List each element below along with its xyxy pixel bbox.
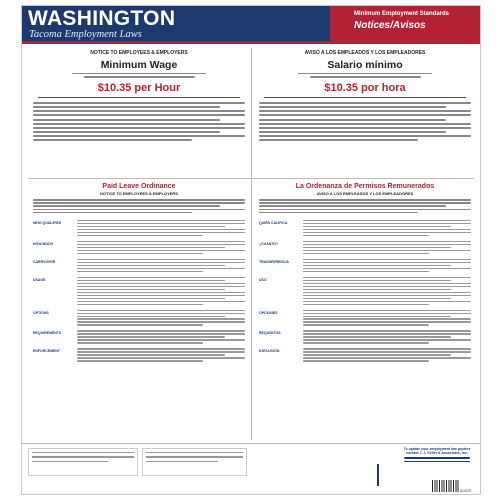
section-label-es: REQUISITOS [259, 331, 281, 336]
paid-leave-english [28, 181, 250, 443]
section-requisitos [254, 330, 476, 345]
header-stripe [22, 41, 480, 44]
wage-body-text [28, 102, 250, 142]
section-separator [28, 178, 474, 179]
wage-title-es: Salario mínimo [327, 59, 403, 71]
section-options [28, 310, 250, 328]
section-uso [254, 277, 476, 307]
wage-notice-heading: NOTICE TO EMPLOYEES & EMPLOYERS [90, 50, 188, 56]
wage-rule [38, 97, 240, 98]
paid-leave-intro-es [254, 196, 476, 217]
section-label: ENFORCEMENT [33, 349, 61, 354]
section-label-es: USO [259, 277, 267, 282]
poster-subtitle: Tacoma Employment Laws [29, 29, 142, 40]
section-usage [28, 277, 250, 307]
section-requirements [28, 330, 250, 345]
section-label: OPTIONS [33, 310, 49, 315]
paid-leave-spanish [254, 181, 476, 443]
header-right-line2: Notices/Avisos [354, 20, 426, 31]
state-title: WASHINGTON [28, 7, 176, 30]
section-label-es: EJECUCIÓN [259, 349, 280, 354]
cta-text: To update your employment law posters contact J. J. Keller & Associates, Inc. [403, 447, 471, 455]
paid-leave-title-es: La Ordenanza de Permisos Remunerados [295, 183, 435, 190]
section-enforcement [28, 348, 250, 363]
section-carryover [28, 259, 250, 274]
wage-rate-es: $10.35 por hora [324, 81, 406, 94]
part-number: 60529 [460, 488, 472, 493]
section-label: HOW MUCH [33, 241, 54, 246]
wage-rule-es [264, 97, 466, 98]
section-quien-califica [254, 220, 476, 238]
wage-effective-text-es [254, 73, 476, 78]
wage-title: Minimum Wage [100, 59, 178, 71]
section-ejecucion [254, 348, 476, 363]
footer-note-box [28, 448, 138, 476]
wage-body-text-es [254, 102, 476, 142]
minimum-wage-spanish [254, 48, 476, 183]
header-bar [22, 6, 480, 41]
section-label: CARRYOVER [33, 259, 56, 264]
minimum-wage-english [28, 48, 250, 183]
section-label-es: ¿CUÁNTO? [259, 241, 279, 246]
section-label: WHO QUALIFIES [33, 220, 62, 225]
barcode-icon [432, 480, 460, 492]
section-label-es: QUIÉN CALIFICA [259, 220, 288, 225]
section-opciones [254, 310, 476, 328]
section-transferencia [254, 259, 476, 274]
update-posters-callout [398, 447, 476, 462]
footer-note-box [142, 448, 247, 476]
paid-leave-subtitle-es: AVISO A LOS EMPLEADOS Y LOS EMPLEADORES [316, 191, 414, 196]
section-how-much [28, 241, 250, 256]
poster [21, 5, 481, 495]
header-right-line1: Minimum Employment Standards [354, 11, 450, 17]
section-label: REQUIREMENTS [33, 331, 62, 336]
paid-leave-subtitle: NOTICE TO EMPLOYEES & EMPLOYERS [100, 191, 178, 196]
paid-leave-title: Paid Leave Ordinance [102, 183, 176, 190]
header-notice-block [330, 6, 480, 41]
section-cuanto [254, 241, 476, 256]
publisher-logo-icon [377, 464, 391, 486]
section-who-qualifies [28, 220, 250, 238]
section-label-es: TRANSFERENCIA [259, 259, 289, 264]
wage-effective-text [28, 73, 250, 78]
column-divider [251, 48, 252, 440]
wage-rate: $10.35 per Hour [97, 81, 181, 94]
section-label: USAGE [33, 277, 46, 282]
wage-notice-heading-es: AVISO A LOS EMPLEADOS Y LOS EMPLEADORES [304, 50, 426, 56]
paid-leave-intro [28, 196, 250, 217]
section-label-es: OPCIONES [259, 310, 278, 315]
